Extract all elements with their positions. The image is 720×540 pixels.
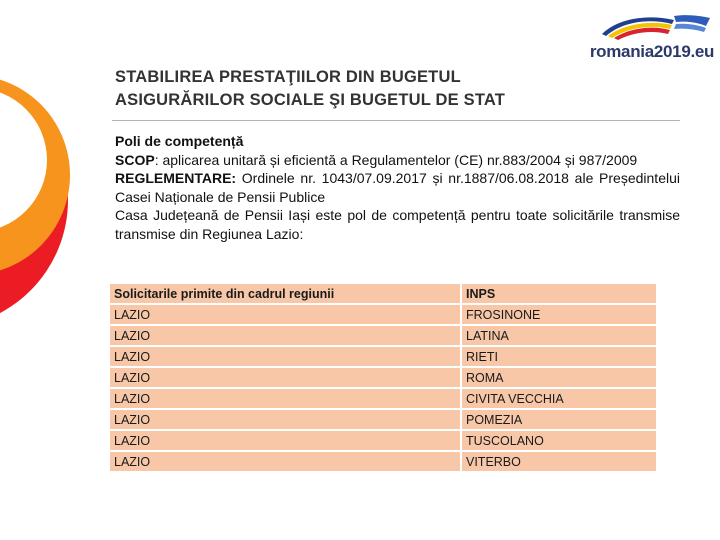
table-row <box>110 452 656 471</box>
inps-cell: FROSINONE <box>462 305 656 324</box>
inps-cell: TUSCOLANO <box>462 431 656 450</box>
inps-cell: POMEZIA <box>462 410 656 429</box>
table-row <box>110 410 656 429</box>
region-cell: LAZIO <box>110 305 460 324</box>
inps-cell: VITERBO <box>462 452 656 471</box>
table-row <box>110 305 656 324</box>
regions-table <box>108 282 658 473</box>
table-row <box>110 368 656 387</box>
casa-paragraph: Casa Județeană de Pensii Iași este pol de competență pentru toate solicitările transmise transmise din Regiunea Lazio: <box>115 207 680 242</box>
reglementare-text: Ordinele nr. 1043/07.09.2017 și nr.1887/06.08.2018 ale Președintelui Casei Naționale de Pensii Publice <box>115 170 680 205</box>
table-header-cell: Solicitarile primite din cadrul regiunii <box>110 284 460 303</box>
inps-cell: RIETI <box>462 347 656 366</box>
inps-cell: ROMA <box>462 368 656 387</box>
region-cell: LAZIO <box>110 347 460 366</box>
region-cell: LAZIO <box>110 452 460 471</box>
region-cell: LAZIO <box>110 368 460 387</box>
table-row <box>110 431 656 450</box>
title-line-1: STABILIREA PRESTAŢIILOR DIN BUGETUL <box>115 68 461 86</box>
region-cell: LAZIO <box>110 389 460 408</box>
title-line-2: ASIGURĂRILOR SOCIALE ŞI BUGETUL DE STAT <box>115 91 506 109</box>
region-cell: LAZIO <box>110 326 460 345</box>
section-subtitle: Poli de competență <box>115 133 244 149</box>
page-title <box>115 66 615 112</box>
table-row <box>110 326 656 345</box>
table-row <box>110 389 656 408</box>
scop-paragraph <box>115 151 680 170</box>
logo-text: romania2019.eu <box>589 42 715 61</box>
table-row <box>110 347 656 366</box>
inps-cell: LATINA <box>462 326 656 345</box>
scop-text: : aplicarea unitară și eficientă a Regulamentelor (CE) nr.883/2004 și 987/2009 <box>154 151 638 168</box>
inps-cell: CIVITA VECCHIA <box>462 389 656 408</box>
reglementare-paragraph <box>115 169 680 206</box>
romania2019-logo <box>588 12 716 72</box>
reglementare-label: REGLEMENTARE: <box>115 170 237 186</box>
title-divider <box>112 120 680 121</box>
region-cell: LAZIO <box>110 410 460 429</box>
table-header-cell: INPS <box>462 284 656 303</box>
decorative-side-circles <box>0 0 90 540</box>
scop-label: SCOP <box>115 151 155 168</box>
table-header-row <box>110 284 656 303</box>
content-body <box>115 132 680 243</box>
region-cell: LAZIO <box>110 431 460 450</box>
eu-presidency-flag-icon <box>588 12 716 42</box>
